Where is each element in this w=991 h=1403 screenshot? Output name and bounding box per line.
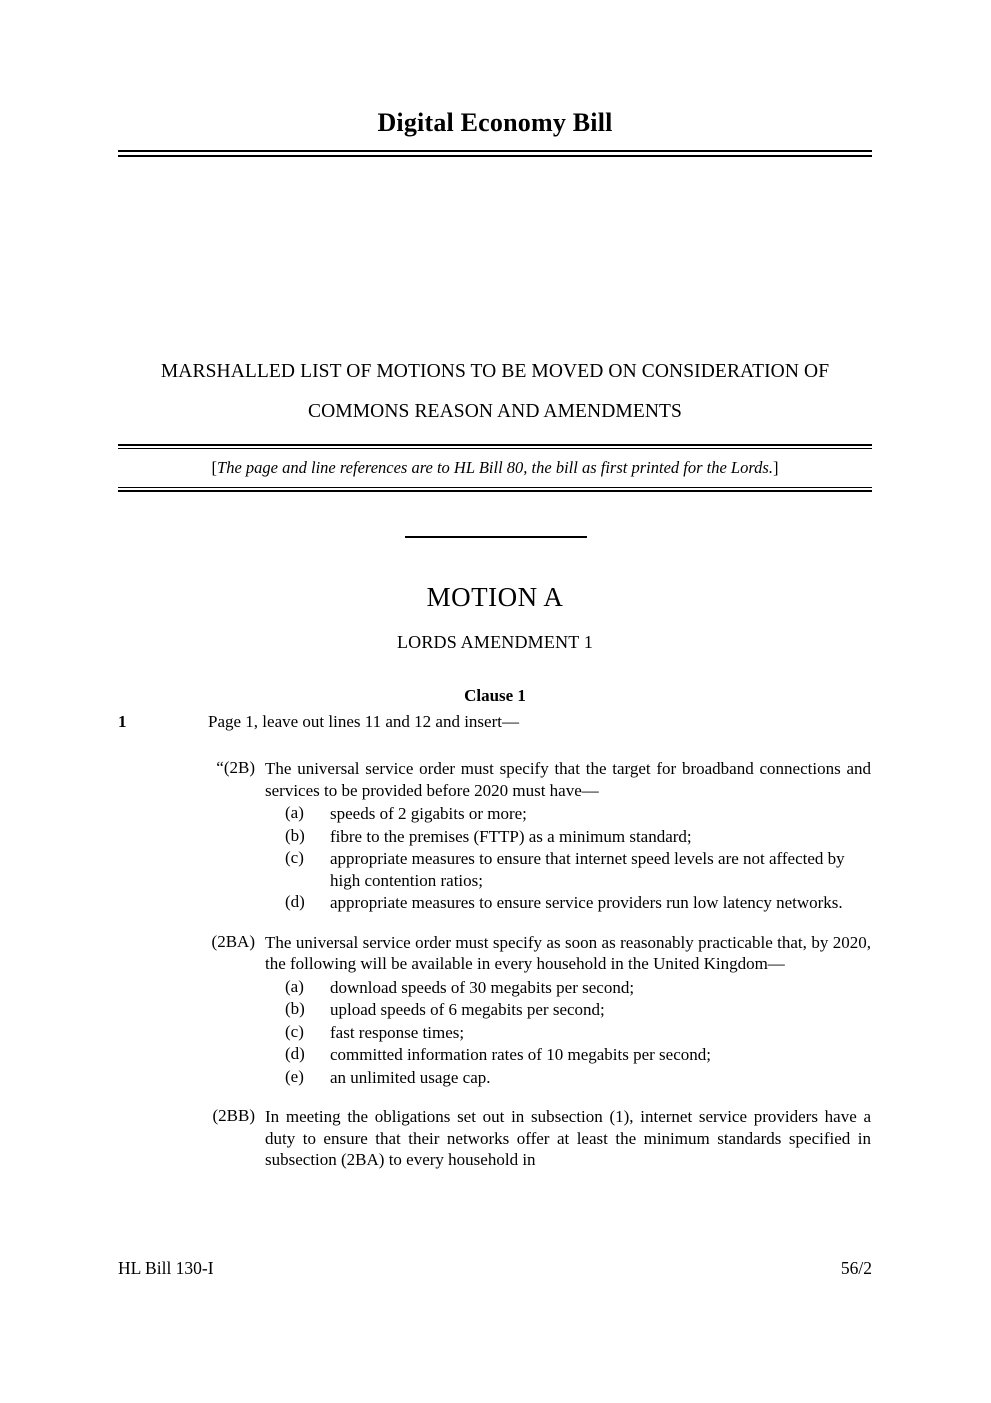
- paragraph-2b: [0, 758, 991, 801]
- list-item-text: appropriate measures to ensure service providers run low latency networks.: [330, 893, 843, 912]
- header-double-rule: [118, 150, 872, 158]
- reference-note-box: [118, 444, 872, 493]
- page-title: Digital Economy Bill: [377, 108, 613, 137]
- section-separator-rule: [405, 536, 587, 538]
- footer-bill-number: HL Bill 130-I: [118, 1258, 214, 1278]
- paragraph-2bb: [0, 1106, 991, 1171]
- note-rule-bottom: [118, 487, 872, 493]
- list-item-text: upload speeds of 6 megabits per second;: [330, 1000, 605, 1019]
- sublist-2ba: [0, 977, 991, 1089]
- list-item: [0, 999, 991, 1021]
- list-item-label: (d): [285, 1044, 305, 1063]
- list-item-label: (a): [285, 976, 304, 996]
- marshalled-list-heading: [118, 352, 872, 432]
- footer-page-number: 56/2: [840, 1258, 872, 1278]
- paragraph-label: (2BB): [212, 1106, 255, 1125]
- list-item-text: an unlimited usage cap.: [330, 1067, 491, 1087]
- amendment-number: 1: [118, 712, 127, 731]
- list-item: [0, 848, 991, 891]
- paragraph-text: In meeting the obligations set out in subsection (1), internet service providers have a duty to ensure that their networks offer at least the minimum standards specified in subsection (2BA) to every household in: [265, 1107, 871, 1169]
- amendment-instruction-row: [0, 712, 991, 740]
- note-close-bracket: ]: [772, 458, 779, 477]
- list-item-text: committed information rates of 10 megabits per second;: [330, 1045, 711, 1064]
- heading-line-1: MARSHALLED LIST OF MOTIONS TO BE MOVED ON CONSIDERATION OF: [160, 361, 830, 382]
- sublist-2b: [0, 803, 991, 914]
- reference-note: [118, 450, 872, 487]
- note-open-bracket: [: [211, 458, 218, 477]
- list-item-text: speeds of 2 gigabits or more;: [330, 804, 527, 823]
- list-item-label: (c): [285, 848, 304, 867]
- list-item: [0, 1044, 991, 1066]
- paragraph-label: (2BA): [211, 931, 255, 951]
- paragraph-label: “(2B): [216, 758, 255, 777]
- motion-subtitle: LORDS AMENDMENT 1: [396, 632, 594, 652]
- amendment-body: [0, 712, 991, 1171]
- list-item: [0, 892, 991, 914]
- list-item-label: (a): [285, 803, 304, 822]
- list-item-label: (e): [285, 1066, 304, 1086]
- list-item-label: (b): [285, 999, 305, 1018]
- amendment-instruction: Page 1, leave out lines 11 and 12 and insert—: [208, 712, 519, 731]
- list-item-text: fibre to the premises (FTTP) as a minimum standard;: [330, 826, 692, 846]
- note-rule-top: [118, 444, 872, 450]
- list-item-label: (c): [285, 1021, 304, 1041]
- paragraph-text: The universal service order must specify as soon as reasonably practicable that, by 2020, the following will be available in every household in the United Kingdom—: [265, 932, 871, 973]
- list-item-text: fast response times;: [330, 1022, 465, 1042]
- list-item-label: (d): [285, 892, 305, 911]
- list-item-text: appropriate measures to ensure that internet speed levels are not affected by high contention ratios;: [330, 849, 845, 890]
- paragraph-2ba: [0, 932, 991, 975]
- list-item: [0, 1067, 991, 1089]
- list-item: [0, 977, 991, 999]
- list-item-label: (b): [285, 825, 305, 845]
- note-text: The page and line references are to HL Bill 80, the bill as first printed for the Lords.: [217, 458, 773, 477]
- list-item: [0, 803, 991, 825]
- heading-line-2: COMMONS REASON AND AMENDMENTS: [308, 401, 682, 422]
- list-item-text: download speeds of 30 megabits per second;: [330, 977, 635, 997]
- clause-heading: Clause 1: [464, 686, 526, 705]
- list-item: [0, 826, 991, 848]
- motion-title: MOTION A: [426, 582, 564, 612]
- paragraph-text: The universal service order must specify that the target for broadband connections and services to be provided before 2020 must have—: [265, 759, 871, 800]
- list-item: [0, 1022, 991, 1044]
